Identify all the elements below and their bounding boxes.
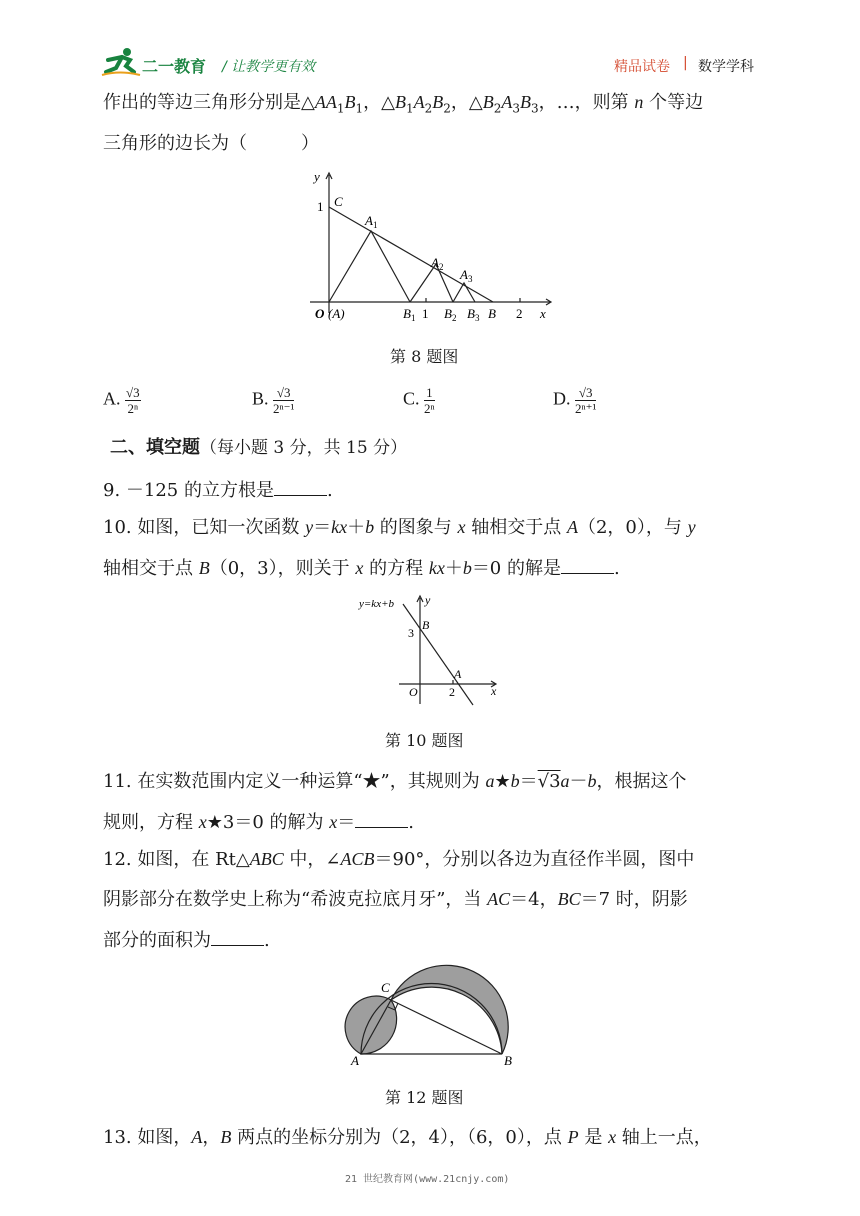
brand-name: 二一教育 xyxy=(142,57,207,76)
text: . xyxy=(326,480,333,501)
text: ，△ xyxy=(363,92,395,113)
text: 2ⁿ xyxy=(424,401,435,416)
fig10-three: 3 xyxy=(408,626,414,640)
text: . xyxy=(408,812,414,833)
text: P xyxy=(567,1127,579,1147)
text: A xyxy=(191,1127,203,1147)
text: √3 xyxy=(126,385,140,400)
text: 二、填空题 xyxy=(110,437,200,458)
text: 的图象与 xyxy=(374,517,458,538)
text: √3 xyxy=(575,385,596,401)
text: 2 xyxy=(493,101,502,116)
text: ，△ xyxy=(450,92,483,113)
question-12-line-2 xyxy=(103,888,688,911)
text: A xyxy=(413,92,425,112)
fig10-y-label: y xyxy=(425,593,431,607)
fig8-label-C: C xyxy=(334,194,343,209)
question-10-line-1 xyxy=(103,516,696,539)
fig12-label-A: A xyxy=(351,1053,359,1068)
text: x xyxy=(608,1127,617,1147)
text: ★ xyxy=(494,771,511,792)
text: ＝7 时，阴影 xyxy=(580,889,688,910)
option-B-fraction xyxy=(273,385,294,416)
figure-10-diagram xyxy=(355,592,505,710)
fig10-two: 2 xyxy=(449,685,455,699)
tag-premium: 精品试卷 xyxy=(614,59,670,75)
text: ＝4， xyxy=(510,889,558,910)
question-11-line-1 xyxy=(103,770,687,793)
answer-blank[interactable] xyxy=(355,810,408,828)
text: A xyxy=(501,92,513,112)
text: ABC xyxy=(249,849,284,869)
text: 13. 如图， xyxy=(103,1127,192,1148)
option-D-label: D. xyxy=(553,388,571,409)
text: B xyxy=(432,92,444,112)
text: 两点的坐标分别为（2，4），（6，0），点 xyxy=(231,1127,568,1148)
text: （0，3），则关于 xyxy=(209,558,356,579)
text: n xyxy=(634,92,644,112)
text: b xyxy=(510,771,520,791)
text: 3 xyxy=(512,101,521,116)
text: 2 xyxy=(424,101,433,116)
text: ACB xyxy=(340,849,375,869)
text: 1 xyxy=(336,101,345,116)
text: BC xyxy=(557,889,581,909)
text: √3 xyxy=(273,385,294,401)
option-D xyxy=(553,385,596,416)
text: . xyxy=(614,558,620,579)
text: 12. 如图，在 Rt△ xyxy=(103,849,250,870)
text: kx xyxy=(331,517,348,537)
text: ，根据这个 xyxy=(596,771,687,792)
fig10-label-B: B xyxy=(422,618,430,632)
option-A-label: A. xyxy=(103,388,121,409)
fig8-label-B: B xyxy=(488,306,496,321)
text: 2ⁿ xyxy=(127,401,139,416)
text: ＝90°，分别以各边为直径作半圆，图中 xyxy=(374,849,695,870)
text: x xyxy=(457,517,466,537)
question-11-line-2 xyxy=(103,810,414,834)
text: b xyxy=(462,558,472,578)
text: x xyxy=(198,812,207,832)
fig8-label-A3: $A_3$ xyxy=(460,267,473,284)
fig8-label-A1: $A_1$ xyxy=(365,213,378,230)
text: （每小题 3 分，共 15 分） xyxy=(200,438,408,458)
answer-blank[interactable] xyxy=(274,478,327,496)
text: 10. 如图，已知一次函数 xyxy=(103,517,306,538)
text: a xyxy=(560,771,570,791)
text: x xyxy=(329,812,338,832)
text: B xyxy=(220,1127,232,1147)
option-C-label: C. xyxy=(403,388,420,409)
text: √3 xyxy=(537,771,561,792)
fig12-label-B: B xyxy=(504,1053,512,1068)
text: 阴影部分在数学史上称为“希波克拉底月牙”，当 xyxy=(103,889,488,910)
text: ＝ xyxy=(519,771,538,792)
option-A xyxy=(103,385,141,416)
text: 11. 在实数范围内定义一种运算“★”，其规则为 xyxy=(103,771,486,792)
text: 1 xyxy=(424,385,435,401)
tag-subject: 数学学科 xyxy=(698,59,754,75)
section-2-heading xyxy=(110,437,407,459)
runner-logo-icon xyxy=(100,46,142,78)
fig10-label-A: A xyxy=(454,667,462,681)
tag-divider: | xyxy=(683,55,688,71)
text: 个等边 xyxy=(643,92,704,113)
fig10-function-label: y=kx+b xyxy=(359,598,394,610)
text: 是 xyxy=(578,1127,609,1148)
answer-blank[interactable] xyxy=(561,556,614,574)
question-7-line-1 xyxy=(103,91,703,120)
figure-8-diagram xyxy=(300,165,560,325)
answer-blank[interactable] xyxy=(211,928,264,946)
text: 部分的面积为 xyxy=(103,930,211,951)
text: 规则，方程 xyxy=(103,812,199,833)
question-9 xyxy=(103,478,333,502)
text: ＋ xyxy=(444,558,463,579)
fig10-x-label: x xyxy=(491,684,497,698)
fig8-y-one: 1 xyxy=(317,199,324,214)
question-12-line-3 xyxy=(103,928,270,952)
text: a xyxy=(485,771,495,791)
text: AA xyxy=(314,92,337,112)
text: A xyxy=(566,517,578,537)
text: ＝0 的解是 xyxy=(471,558,561,579)
figure-12-diagram xyxy=(335,958,525,1068)
text: B xyxy=(394,92,406,112)
fig12-label-C: C xyxy=(381,980,390,995)
text: 1 xyxy=(355,101,364,116)
brand-slogan: / 让教学更有效 xyxy=(222,59,316,75)
text: 中，∠ xyxy=(283,849,341,870)
text: 9. －125 的立方根是 xyxy=(103,480,274,501)
fig8-x-one: 1 xyxy=(422,306,429,321)
text: b xyxy=(365,517,375,537)
text: kx xyxy=(428,558,445,578)
question-7-line-2: 三角形的边长为（ ） xyxy=(103,133,319,154)
text: . xyxy=(264,930,270,951)
text: B xyxy=(482,92,494,112)
text: ＝ xyxy=(313,517,332,538)
text: ＋ xyxy=(347,517,366,538)
text: 2ⁿ⁺¹ xyxy=(575,401,597,416)
fig8-label-B1: $B_1$ xyxy=(403,306,416,323)
text: 轴上一点， xyxy=(616,1127,712,1148)
text: ，…，则第 xyxy=(538,92,635,113)
fig8-x-label: x xyxy=(540,306,546,321)
fig8-label-B3: $B_3$ xyxy=(467,306,480,323)
fig10-origin: O xyxy=(409,685,418,699)
text: ， xyxy=(202,1127,221,1148)
fig8-x-two: 2 xyxy=(516,306,523,321)
fig8-origin-A: (A) xyxy=(328,306,345,321)
option-C-fraction xyxy=(424,385,435,416)
text: 1 xyxy=(405,101,414,116)
question-13-line-1 xyxy=(103,1126,712,1149)
fig8-origin: O xyxy=(315,306,325,321)
text: x xyxy=(355,558,364,578)
text: B xyxy=(344,92,356,112)
text: b xyxy=(587,771,597,791)
question-12-line-1 xyxy=(103,848,694,871)
text: － xyxy=(569,771,588,792)
text: 作出的等边三角形分别是△ xyxy=(103,92,315,113)
fig8-label-A2: $A_2$ xyxy=(431,255,444,272)
option-D-fraction xyxy=(575,385,596,416)
figure-12-caption: 第 12 题图 xyxy=(385,1088,464,1107)
text: ★3＝0 的解为 xyxy=(206,812,330,833)
figure-10-caption: 第 10 题图 xyxy=(385,731,464,750)
option-B-label: B. xyxy=(252,388,269,409)
text: y xyxy=(305,517,314,537)
fig8-y-label: y xyxy=(314,169,320,184)
figure-8-caption: 第 8 题图 xyxy=(390,347,459,366)
text: B xyxy=(198,558,210,578)
text: 的方程 xyxy=(363,558,429,579)
question-10-line-2 xyxy=(103,556,620,580)
footer-text: 21 世纪教育网(www.21cnjy.com) xyxy=(345,1174,510,1185)
text: y xyxy=(687,517,696,537)
option-C xyxy=(403,385,435,416)
option-A-fraction xyxy=(125,385,141,416)
header xyxy=(100,44,760,84)
text: 2 xyxy=(443,101,451,116)
text: 3 xyxy=(531,101,539,116)
text: 轴相交于点 xyxy=(465,517,567,538)
text: （2，0），与 xyxy=(577,517,688,538)
text: ＝ xyxy=(337,812,356,833)
text: AC xyxy=(487,889,511,909)
option-B xyxy=(252,385,294,416)
text: B xyxy=(520,92,532,112)
fig8-label-B2: $B_2$ xyxy=(444,306,457,323)
text: 轴相交于点 xyxy=(103,558,199,579)
text: 2ⁿ⁻¹ xyxy=(273,401,295,416)
